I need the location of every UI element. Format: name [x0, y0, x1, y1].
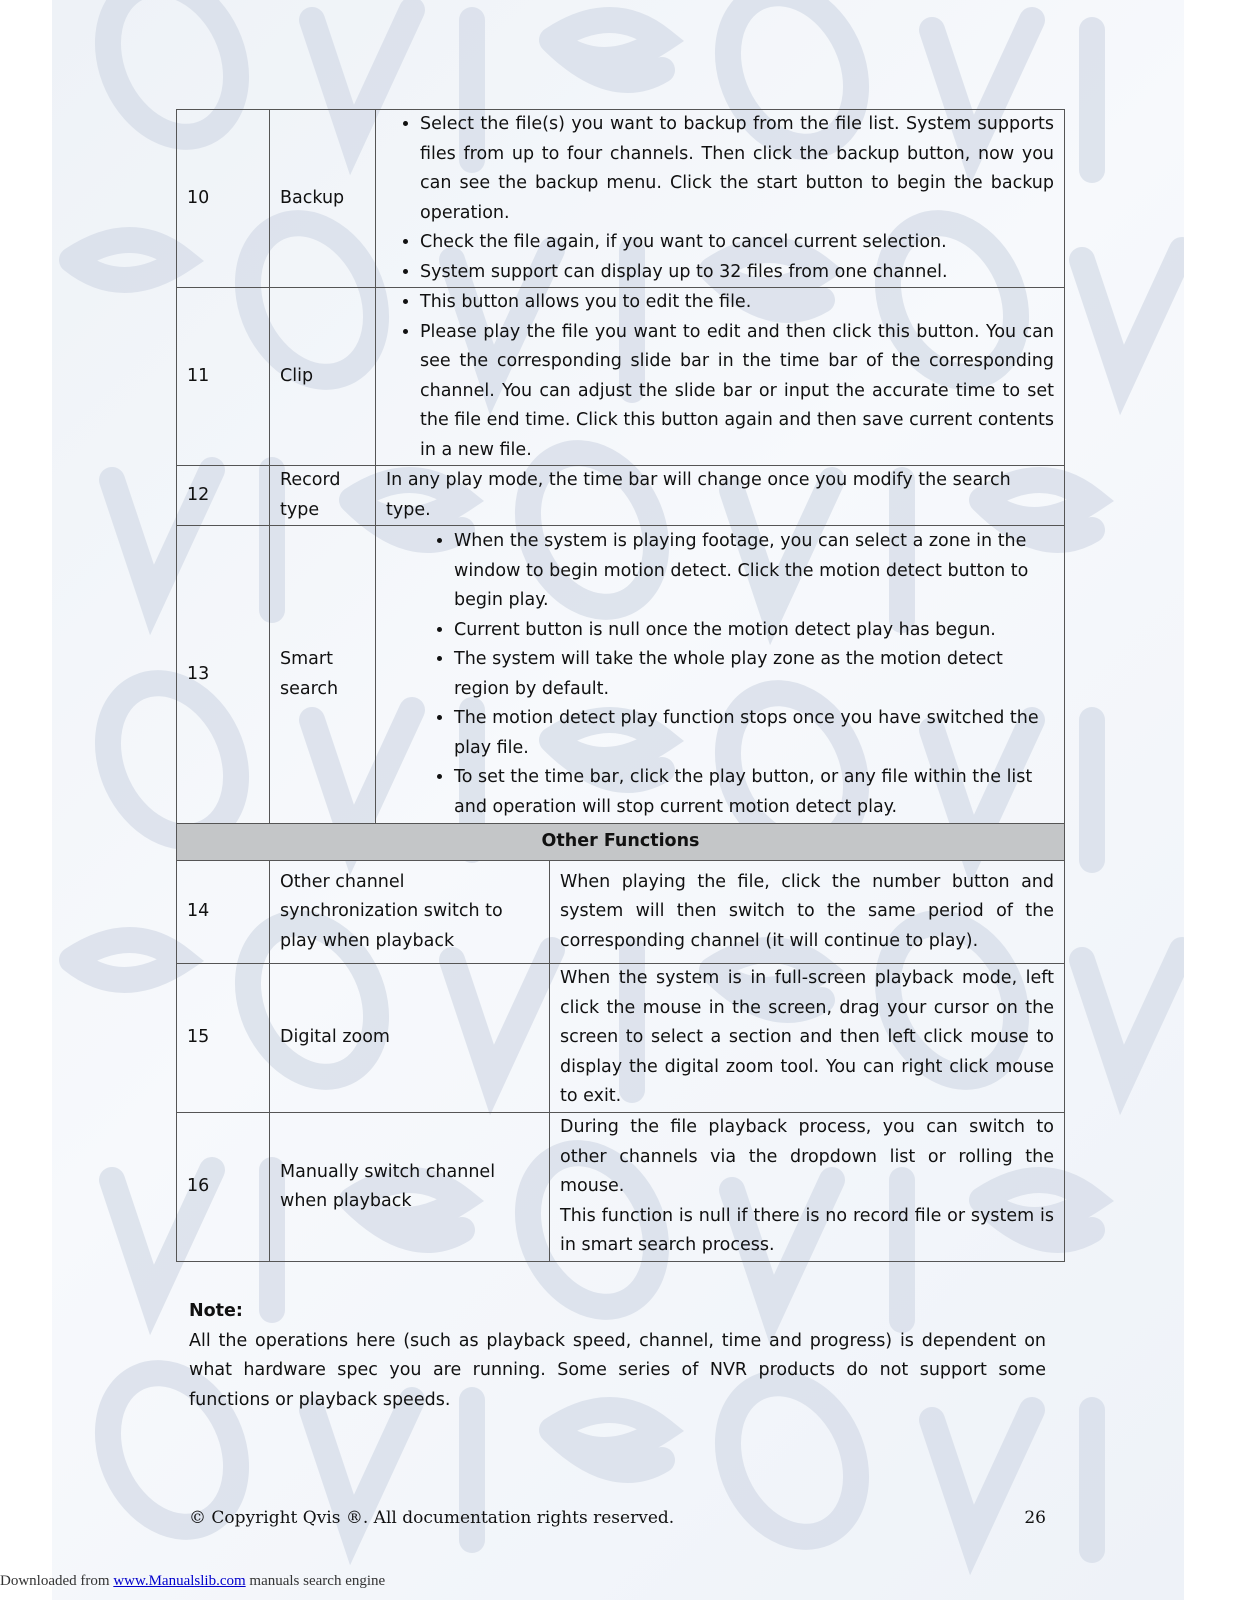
function-name: Other channel synchronization switch to play when playback: [270, 861, 550, 964]
row-number: 10: [177, 110, 270, 288]
function-name: Clip: [270, 288, 376, 466]
list-item: • This button allows you to edit the file.: [420, 288, 1054, 318]
download-suffix: manuals search engine: [249, 1573, 386, 1589]
download-prefix: Downloaded from: [0, 1573, 110, 1589]
section-header-row: [177, 824, 1065, 861]
function-name: Digital zoom: [270, 964, 550, 1113]
function-description: [376, 526, 1065, 824]
description-text: When playing the file, click the number button and system will then switch to the same period of the corresponding channel (it will continue to play).: [560, 871, 1054, 951]
function-description: [550, 1113, 1065, 1262]
table-row: [177, 1113, 1065, 1262]
list-item: • The system will take the whole play zone as the motion detect region by default.: [454, 645, 1054, 704]
list-item: • Check the file again, if you want to cancel current selection.: [420, 228, 1054, 258]
row-number: 12: [177, 466, 270, 526]
function-description: [376, 288, 1065, 466]
list-item: • System support can display up to 32 files from one channel.: [420, 258, 1054, 288]
table-row: [177, 110, 1065, 288]
function-description: In any play mode, the time bar will change once you modify the search type.: [376, 466, 1065, 526]
description-text: During the file playback process, you can switch to other channels via the dropdown list or rolling the mouse.: [560, 1117, 1054, 1197]
page-footer: [189, 1508, 1046, 1528]
list-item: • Current button is null once the motion detect play has begun.: [454, 616, 1054, 646]
table-row: [177, 466, 1065, 526]
function-name: Record type: [270, 466, 376, 526]
list-item: • Please play the file you want to edit and then click this button. You can see the corresponding slide bar in the time bar of the corresponding channel. You can adjust the slide bar or input the accurate time to set the file end time. Click this button again and then save current contents in a new file.: [420, 318, 1054, 466]
note-text: All the operations here (such as playback speed, channel, time and progress) is dependent on what hardware spec you are running. Some series of NVR products do not support some functions or playback speeds.: [189, 1330, 1046, 1410]
page-number: 26: [1024, 1508, 1046, 1528]
note-title: Note:: [189, 1301, 243, 1321]
table-row: [177, 526, 1065, 824]
row-number: 11: [177, 288, 270, 466]
copyright-text: © Copyright Qvis ®. All documentation rights reserved.: [189, 1508, 675, 1528]
function-description: [550, 964, 1065, 1113]
row-number: 15: [177, 964, 270, 1113]
row-number: 16: [177, 1113, 270, 1262]
list-item: • To set the time bar, click the play button, or any file within the list and operation will stop current motion detect play.: [454, 763, 1054, 822]
function-description: [550, 861, 1065, 964]
function-description: [376, 110, 1065, 288]
list-item: • Select the file(s) you want to backup from the file list. System supports files from up to four channels. Then click the backup button, now you can see the backup menu. Click the start button to begin the backup operation.: [420, 110, 1054, 228]
list-item: • When the system is playing footage, you can select a zone in the window to begin motion detect. Click the motion detect button to begin play.: [454, 527, 1054, 616]
manualslib-link[interactable]: www.Manualslib.com: [113, 1573, 246, 1589]
section-title: Other Functions: [177, 824, 1065, 861]
functions-table: [176, 109, 1065, 1262]
row-number: 13: [177, 526, 270, 824]
table-row: [177, 964, 1065, 1113]
function-name: Smart search: [270, 526, 376, 824]
function-name: Backup: [270, 110, 376, 288]
description-text: When the system is in full-screen playback mode, left click the mouse in the screen, drag your cursor on the screen to select a section and then left click mouse to display the digital zoom tool. You can right click mouse to exit.: [560, 968, 1054, 1107]
row-number: 14: [177, 861, 270, 964]
table-row: [177, 288, 1065, 466]
list-item: • The motion detect play function stops once you have switched the play file.: [454, 704, 1054, 763]
download-source-bar: [0, 1573, 385, 1590]
table-row: [177, 861, 1065, 964]
note-block: [189, 1297, 1046, 1415]
description-text: This function is null if there is no record file or system is in smart search process.: [560, 1205, 1054, 1256]
function-name: Manually switch channel when playback: [270, 1113, 550, 1262]
